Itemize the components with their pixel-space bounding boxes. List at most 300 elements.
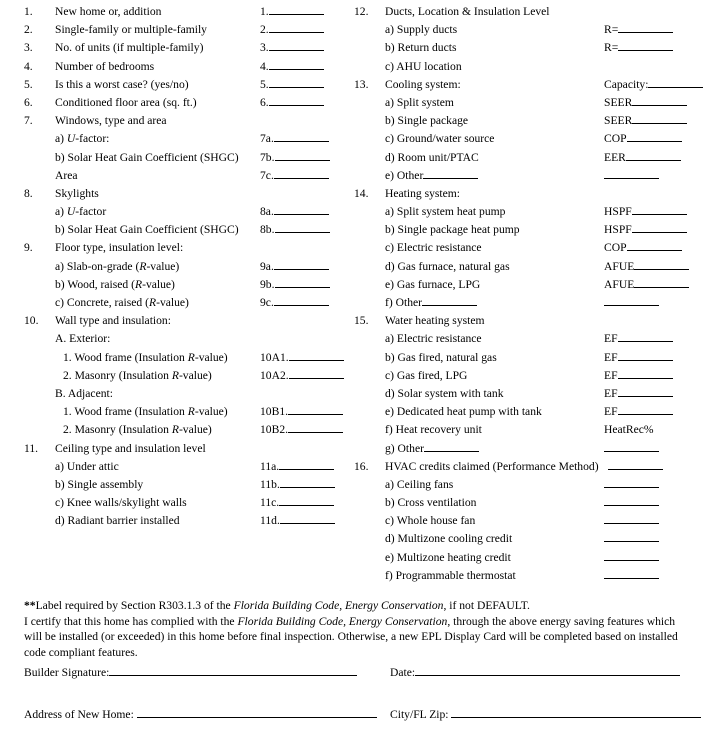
form-row bbox=[340, 403, 707, 421]
body-text-b: , through the above energy saving features which will be installed (or exceeded) in this home before final inspection. Otherwise, a new EPL Display Card will be completed based on installed code compliant features. bbox=[24, 614, 678, 659]
item-value-field[interactable] bbox=[604, 367, 673, 385]
value-prefix: EF bbox=[604, 405, 618, 419]
form-row bbox=[0, 39, 340, 57]
form-row bbox=[340, 39, 707, 57]
item-value-field[interactable] bbox=[604, 349, 673, 367]
answer-blank-line[interactable] bbox=[279, 459, 334, 470]
item-value-field[interactable] bbox=[260, 403, 343, 421]
form-row bbox=[0, 203, 340, 221]
form-row bbox=[340, 330, 707, 348]
item-value-field[interactable] bbox=[260, 458, 334, 476]
item-value-field[interactable] bbox=[608, 458, 663, 476]
item-label: Conditioned floor area (sq. ft.) bbox=[55, 95, 197, 109]
item-value-field[interactable] bbox=[260, 76, 324, 94]
item-label: b) Return ducts bbox=[385, 41, 457, 55]
item-number: 9. bbox=[24, 241, 33, 255]
italic-symbol: R bbox=[171, 368, 179, 382]
form-row bbox=[0, 21, 340, 39]
item-number: 15. bbox=[354, 314, 369, 328]
item-label: c) AHU location bbox=[385, 59, 462, 73]
form-row bbox=[0, 349, 340, 367]
item-value-field[interactable] bbox=[260, 294, 329, 312]
form-row bbox=[340, 239, 707, 257]
answer-blank-line[interactable] bbox=[632, 113, 687, 124]
form-row bbox=[340, 149, 707, 167]
item-value-field[interactable] bbox=[604, 130, 682, 148]
answer-blank-line[interactable] bbox=[274, 295, 329, 306]
form-row bbox=[0, 494, 340, 512]
form-row bbox=[340, 185, 707, 203]
item-value-field[interactable] bbox=[604, 203, 687, 221]
item-label: Is this a worst case? (yes/no) bbox=[55, 77, 189, 91]
item-value-field[interactable] bbox=[604, 76, 703, 94]
italic-symbol: U bbox=[66, 132, 76, 146]
answer-blank-line[interactable] bbox=[274, 259, 329, 270]
answer-blank-line[interactable] bbox=[269, 22, 324, 33]
answer-blank-line[interactable] bbox=[604, 168, 659, 179]
value-prefix: 9c. bbox=[260, 296, 274, 309]
item-value-field[interactable] bbox=[260, 421, 343, 439]
item-value-field[interactable] bbox=[604, 440, 659, 458]
item-value-field[interactable] bbox=[604, 567, 659, 585]
item-number: 16. bbox=[354, 459, 369, 473]
form-row bbox=[340, 440, 707, 458]
item-label: No. of units (if multiple-family) bbox=[55, 41, 204, 55]
value-prefix: 10A1. bbox=[260, 350, 289, 364]
item-value-field[interactable] bbox=[604, 549, 659, 567]
value-prefix: 9b. bbox=[260, 277, 275, 291]
inline-blank-line[interactable] bbox=[424, 441, 479, 452]
answer-blank-line[interactable] bbox=[632, 222, 687, 233]
form-row bbox=[340, 421, 707, 439]
answer-blank-line[interactable] bbox=[269, 59, 324, 70]
answer-blank-line[interactable] bbox=[627, 240, 682, 251]
answer-blank-line[interactable] bbox=[289, 368, 344, 379]
item-value-field[interactable] bbox=[604, 476, 659, 494]
item-value-field[interactable] bbox=[260, 3, 324, 21]
item-value-field[interactable] bbox=[260, 94, 324, 112]
builder-signature-label: Builder Signature: bbox=[24, 666, 110, 679]
item-label: New home or, addition bbox=[55, 5, 162, 18]
note-asterisks: ** bbox=[24, 599, 36, 612]
form-row bbox=[0, 130, 340, 148]
value-prefix: HeatRec% bbox=[604, 423, 654, 437]
item-label: a) Electric resistance bbox=[385, 332, 482, 346]
item-value-field[interactable] bbox=[604, 530, 659, 548]
item-value-field[interactable] bbox=[604, 167, 659, 185]
answer-blank-line[interactable] bbox=[275, 222, 330, 233]
answer-blank-line[interactable] bbox=[632, 204, 687, 215]
builder-certification-statement bbox=[24, 614, 692, 661]
answer-blank-line[interactable] bbox=[274, 204, 329, 215]
item-label: Area bbox=[55, 168, 78, 182]
item-label: a) Supply ducts bbox=[385, 23, 458, 37]
item-value-field[interactable] bbox=[604, 112, 687, 130]
item-label: b) Solar Heat Gain Coefficient (SHGC) bbox=[55, 223, 239, 237]
item-value-field[interactable] bbox=[604, 276, 689, 294]
form-row bbox=[340, 94, 707, 112]
item-label: d) Room unit/PTAC bbox=[385, 150, 479, 164]
address-label: Address of New Home: bbox=[24, 708, 137, 721]
form-row bbox=[340, 76, 707, 94]
value-prefix: 9a. bbox=[260, 259, 274, 273]
answer-blank-line[interactable] bbox=[288, 404, 343, 415]
item-value-field[interactable] bbox=[604, 21, 673, 39]
item-value-field[interactable] bbox=[604, 221, 687, 239]
item-label: e) Multizone heating credit bbox=[385, 550, 511, 564]
item-value-field[interactable] bbox=[260, 21, 324, 39]
italic-symbol: R bbox=[171, 423, 179, 437]
item-value-field[interactable] bbox=[260, 494, 334, 512]
form-row bbox=[340, 312, 707, 330]
form-row bbox=[0, 276, 340, 294]
form-row bbox=[0, 330, 340, 348]
address-field[interactable] bbox=[24, 706, 377, 721]
form-row bbox=[340, 221, 707, 239]
answer-blank-line[interactable] bbox=[648, 77, 703, 88]
form-row bbox=[340, 385, 707, 403]
note-text-a: Label required by Section R303.1.3 of the bbox=[35, 599, 234, 612]
form-row bbox=[0, 76, 340, 94]
item-label: e) Dedicated heat pump with tank bbox=[385, 405, 542, 419]
builder-signature-line[interactable] bbox=[109, 664, 357, 676]
form-row bbox=[0, 221, 340, 239]
item-label: d) Multizone cooling credit bbox=[385, 532, 513, 546]
answer-blank-line[interactable] bbox=[269, 77, 324, 88]
item-number: 7. bbox=[24, 114, 33, 128]
item-label: a) Under attic bbox=[55, 459, 119, 473]
value-prefix: 10B2. bbox=[260, 423, 289, 437]
form-row bbox=[0, 239, 340, 257]
item-value-field[interactable] bbox=[260, 258, 329, 276]
value-prefix: HSPF bbox=[604, 223, 632, 237]
value-prefix: 3. bbox=[260, 41, 269, 55]
value-prefix: 11a. bbox=[260, 459, 280, 473]
form-row bbox=[0, 367, 340, 385]
form-row bbox=[0, 112, 340, 130]
item-number: 2. bbox=[24, 23, 33, 37]
form-row bbox=[0, 3, 340, 21]
item-value-field[interactable] bbox=[604, 149, 681, 167]
item-number: 11. bbox=[24, 441, 39, 455]
answer-blank-line[interactable] bbox=[608, 459, 663, 470]
item-label: Water heating system bbox=[385, 314, 485, 328]
item-value-field[interactable] bbox=[604, 421, 654, 439]
value-prefix: 11d. bbox=[260, 514, 280, 528]
form-row bbox=[340, 112, 707, 130]
form-row bbox=[340, 549, 707, 567]
item-label: 2. Masonry (Insulation R-value) bbox=[63, 368, 212, 382]
item-label: Heating system: bbox=[385, 186, 461, 200]
item-label: a) Split system heat pump bbox=[385, 205, 506, 219]
item-label: f) Other bbox=[385, 294, 477, 312]
item-value-field[interactable] bbox=[604, 330, 673, 348]
body-code-name: Florida Building Code, Energy Conservation bbox=[237, 614, 448, 628]
value-prefix: EF bbox=[604, 386, 618, 400]
answer-blank-line[interactable] bbox=[627, 131, 682, 142]
item-number: 5. bbox=[24, 77, 33, 91]
note-text-b: , if not DEFAULT. bbox=[443, 599, 530, 612]
form-row bbox=[0, 58, 340, 76]
item-label: Ceiling type and insulation level bbox=[55, 441, 206, 455]
certification-text bbox=[24, 598, 692, 660]
city-zip-line[interactable] bbox=[451, 706, 701, 718]
item-number: 13. bbox=[354, 77, 369, 91]
item-label: a) Slab-on-grade (R-value) bbox=[55, 259, 180, 273]
address-line[interactable] bbox=[137, 706, 377, 718]
form-row bbox=[0, 476, 340, 494]
italic-symbol: R bbox=[187, 405, 195, 419]
answer-blank-line[interactable] bbox=[275, 277, 330, 288]
answer-blank-line[interactable] bbox=[274, 168, 329, 179]
form-row bbox=[0, 385, 340, 403]
answer-blank-line[interactable] bbox=[632, 95, 687, 106]
answer-blank-line[interactable] bbox=[618, 22, 673, 33]
item-number: 14. bbox=[354, 186, 369, 200]
item-number: 4. bbox=[24, 59, 33, 73]
answer-blank-line[interactable] bbox=[604, 568, 659, 579]
item-label: Ducts, Location & Insulation Level bbox=[385, 5, 550, 18]
answer-blank-line[interactable] bbox=[618, 350, 673, 361]
value-prefix: COP bbox=[604, 132, 627, 146]
item-value-field[interactable] bbox=[260, 149, 330, 167]
value-prefix: EF bbox=[604, 350, 618, 364]
answer-blank-line[interactable] bbox=[626, 150, 681, 161]
value-prefix: 7a. bbox=[260, 132, 274, 146]
item-label: Wall type and insulation: bbox=[55, 314, 171, 328]
item-label: a) U-factor: bbox=[55, 132, 110, 146]
city-zip-field[interactable] bbox=[390, 706, 701, 721]
item-value-field[interactable] bbox=[604, 94, 687, 112]
item-value-field[interactable] bbox=[604, 385, 673, 403]
item-value-field[interactable] bbox=[260, 276, 330, 294]
item-label: c) Concrete, raised (R-value) bbox=[55, 296, 189, 309]
value-prefix: Capacity: bbox=[604, 77, 649, 91]
item-label: Cooling system: bbox=[385, 77, 461, 91]
form-row bbox=[340, 258, 707, 276]
item-label: Windows, type and area bbox=[55, 114, 167, 128]
item-value-field[interactable] bbox=[260, 367, 344, 385]
value-prefix: HSPF bbox=[604, 205, 632, 219]
form-row bbox=[0, 403, 340, 421]
item-number: 10. bbox=[24, 314, 39, 328]
value-prefix: AFUE bbox=[604, 259, 635, 273]
form-row bbox=[340, 530, 707, 548]
form-row bbox=[340, 21, 707, 39]
answer-blank-line[interactable] bbox=[288, 422, 343, 433]
item-label: f) Programmable thermostat bbox=[385, 568, 516, 582]
answer-blank-line[interactable] bbox=[618, 40, 673, 51]
item-label: f) Heat recovery unit bbox=[385, 423, 482, 437]
item-label: Number of bedrooms bbox=[55, 59, 155, 73]
value-prefix: EF bbox=[604, 332, 618, 346]
answer-blank-line[interactable] bbox=[604, 295, 659, 306]
answer-blank-line[interactable] bbox=[280, 477, 335, 488]
item-value-field[interactable] bbox=[604, 239, 682, 257]
form-row bbox=[340, 458, 707, 476]
item-label: b) Cross ventilation bbox=[385, 496, 477, 510]
form-row bbox=[340, 203, 707, 221]
item-label: c) Whole house fan bbox=[385, 514, 476, 528]
item-label: d) Solar system with tank bbox=[385, 386, 504, 400]
form-row bbox=[0, 512, 340, 530]
answer-blank-line[interactable] bbox=[604, 531, 659, 542]
item-label: B. Adjacent: bbox=[55, 386, 113, 400]
city-zip-label: City/FL Zip: bbox=[390, 708, 452, 721]
value-prefix: R= bbox=[604, 41, 619, 55]
answer-blank-line[interactable] bbox=[279, 495, 334, 506]
item-value-field[interactable] bbox=[604, 494, 659, 512]
italic-symbol: R bbox=[135, 277, 143, 291]
answer-blank-line[interactable] bbox=[269, 95, 324, 106]
item-value-field[interactable] bbox=[260, 203, 329, 221]
item-value-field[interactable] bbox=[260, 58, 324, 76]
date-field[interactable] bbox=[390, 664, 680, 679]
item-label: 2. Masonry (Insulation R-value) bbox=[63, 423, 212, 437]
item-label: a) Ceiling fans bbox=[385, 477, 454, 491]
form-row bbox=[0, 312, 340, 330]
answer-blank-line[interactable] bbox=[289, 350, 344, 361]
item-label: b) Single assembly bbox=[55, 477, 144, 491]
answer-blank-line[interactable] bbox=[618, 386, 673, 397]
form-row bbox=[0, 149, 340, 167]
item-value-field[interactable] bbox=[260, 349, 344, 367]
answer-blank-line[interactable] bbox=[618, 404, 673, 415]
value-prefix: 10B1. bbox=[260, 405, 289, 419]
form-row bbox=[340, 349, 707, 367]
item-label: Floor type, insulation level: bbox=[55, 241, 184, 255]
item-value-field[interactable] bbox=[260, 476, 335, 494]
item-value-field[interactable] bbox=[604, 403, 673, 421]
item-label: c) Electric resistance bbox=[385, 241, 482, 255]
left-column bbox=[0, 3, 340, 530]
form-row bbox=[340, 476, 707, 494]
form-row bbox=[0, 258, 340, 276]
value-prefix: 5. bbox=[260, 77, 269, 91]
item-value-field[interactable] bbox=[260, 130, 329, 148]
item-number: 1. bbox=[24, 5, 33, 18]
value-prefix: R= bbox=[604, 23, 619, 37]
inline-blank-line[interactable] bbox=[422, 295, 477, 306]
value-prefix: 1. bbox=[260, 5, 269, 18]
form-row bbox=[0, 440, 340, 458]
item-value-field[interactable] bbox=[604, 258, 689, 276]
value-prefix: 10A2. bbox=[260, 368, 289, 382]
answer-blank-line[interactable] bbox=[634, 259, 689, 270]
item-label: d) Radiant barrier installed bbox=[55, 514, 180, 528]
form-row bbox=[340, 494, 707, 512]
item-value-field[interactable] bbox=[604, 294, 659, 312]
value-prefix: 8b. bbox=[260, 223, 275, 237]
answer-blank-line[interactable] bbox=[604, 550, 659, 561]
value-prefix: AFUE bbox=[604, 277, 635, 291]
item-number: 8. bbox=[24, 186, 33, 200]
item-label: b) Single package bbox=[385, 114, 469, 128]
item-value-field[interactable] bbox=[260, 39, 324, 57]
answer-blank-line[interactable] bbox=[269, 40, 324, 51]
value-prefix: SEER bbox=[604, 95, 633, 109]
answer-blank-line[interactable] bbox=[269, 4, 324, 15]
item-label: A. Exterior: bbox=[55, 332, 111, 346]
answer-blank-line[interactable] bbox=[275, 150, 330, 161]
form-row bbox=[0, 294, 340, 312]
label-requirement-note bbox=[24, 598, 692, 614]
italic-symbol: R bbox=[139, 259, 147, 273]
inline-blank-line[interactable] bbox=[423, 168, 478, 179]
right-column bbox=[340, 3, 707, 585]
value-prefix: COP bbox=[604, 241, 627, 255]
item-number: 3. bbox=[24, 41, 33, 55]
item-label: Single-family or multiple-family bbox=[55, 23, 207, 37]
value-prefix: 11c. bbox=[260, 496, 280, 510]
item-label: d) Gas furnace, natural gas bbox=[385, 259, 510, 273]
italic-symbol: U bbox=[66, 205, 76, 219]
form-row bbox=[0, 185, 340, 203]
value-prefix: EER bbox=[604, 150, 626, 164]
item-label: a) Split system bbox=[385, 95, 454, 109]
answer-blank-line[interactable] bbox=[604, 441, 659, 452]
item-label: 1. Wood frame (Insulation R-value) bbox=[63, 350, 228, 364]
italic-symbol: R bbox=[187, 350, 195, 364]
form-row bbox=[340, 130, 707, 148]
item-label: e) Gas furnace, LPG bbox=[385, 277, 481, 291]
answer-blank-line[interactable] bbox=[618, 331, 673, 342]
item-label: b) Wood, raised (R-value) bbox=[55, 277, 175, 291]
answer-blank-line[interactable] bbox=[604, 477, 659, 488]
answer-blank-line[interactable] bbox=[274, 131, 329, 142]
form-row bbox=[340, 294, 707, 312]
item-value-field[interactable] bbox=[260, 167, 329, 185]
form-row bbox=[0, 94, 340, 112]
value-prefix: 7b. bbox=[260, 150, 275, 164]
item-label: e) Other bbox=[385, 167, 478, 185]
note-code-name: Florida Building Code, Energy Conservation bbox=[233, 599, 444, 612]
answer-blank-line[interactable] bbox=[604, 495, 659, 506]
item-label: b) Gas fired, natural gas bbox=[385, 350, 497, 364]
value-prefix: 7c. bbox=[260, 168, 274, 182]
item-value-field[interactable] bbox=[604, 512, 659, 530]
value-prefix: 4. bbox=[260, 59, 269, 73]
form-row bbox=[340, 367, 707, 385]
item-number: 12. bbox=[354, 5, 369, 18]
item-label: c) Ground/water source bbox=[385, 132, 495, 146]
answer-blank-line[interactable] bbox=[618, 368, 673, 379]
form-row bbox=[0, 421, 340, 439]
item-value-field[interactable] bbox=[604, 39, 673, 57]
answer-blank-line[interactable] bbox=[280, 513, 335, 524]
date-line[interactable] bbox=[415, 664, 680, 676]
value-prefix: 8a. bbox=[260, 205, 274, 219]
answer-blank-line[interactable] bbox=[604, 513, 659, 524]
item-label: c) Knee walls/skylight walls bbox=[55, 496, 187, 510]
answer-blank-line[interactable] bbox=[634, 277, 689, 288]
form-row bbox=[0, 458, 340, 476]
date-label: Date: bbox=[390, 666, 416, 679]
value-prefix: 6. bbox=[260, 95, 269, 109]
italic-symbol: R bbox=[149, 296, 157, 309]
item-label: b) Single package heat pump bbox=[385, 223, 520, 237]
form-row bbox=[340, 276, 707, 294]
item-label: Skylights bbox=[55, 186, 99, 200]
value-prefix: SEER bbox=[604, 114, 633, 128]
form-row bbox=[0, 167, 340, 185]
item-value-field[interactable] bbox=[260, 512, 335, 530]
form-row bbox=[340, 58, 707, 76]
form-row bbox=[340, 512, 707, 530]
form-row bbox=[340, 167, 707, 185]
builder-signature-field[interactable] bbox=[24, 664, 357, 679]
item-value-field[interactable] bbox=[260, 221, 330, 239]
